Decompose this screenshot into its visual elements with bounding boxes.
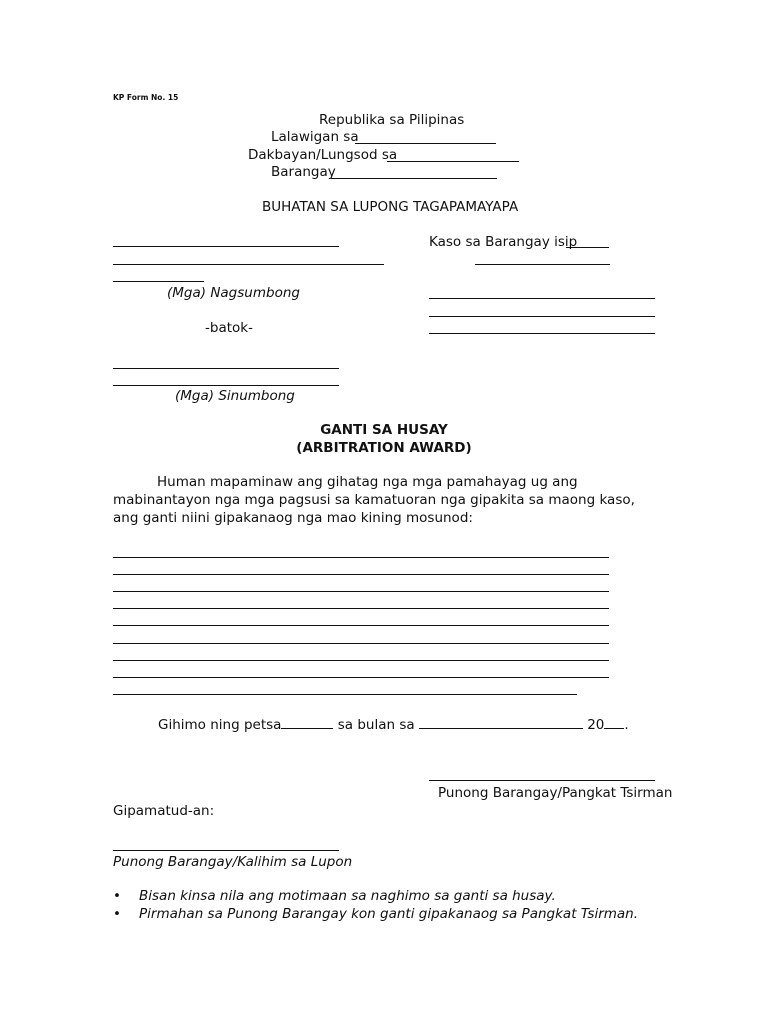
province-label: Lalawigan sa: [271, 129, 359, 145]
complainant-line-1[interactable]: [113, 246, 339, 247]
award-line-6[interactable]: [113, 643, 609, 644]
case-no-field[interactable]: [566, 247, 609, 248]
award-line-8[interactable]: [113, 677, 609, 678]
award-line-2[interactable]: [113, 574, 609, 575]
note-item-2: • Pirmahan sa Punong Barangay kon ganti gipakanaog sa Pangkat Tsirman.: [113, 906, 639, 922]
respondent-line-1[interactable]: [113, 368, 339, 369]
award-line-3[interactable]: [113, 591, 609, 592]
complainant-line-3[interactable]: [113, 281, 204, 282]
bullet-icon: •: [113, 888, 121, 904]
case-no-label: Kaso sa Barangay isip: [429, 234, 578, 250]
case-subject-line-2[interactable]: [429, 316, 655, 317]
province-field[interactable]: [355, 143, 496, 144]
chairman-label: Punong Barangay/Pangkat Tsirman: [438, 785, 673, 801]
award-line-7[interactable]: [113, 660, 609, 661]
award-line-5[interactable]: [113, 625, 609, 626]
city-label: Dakbayan/Lungsod sa: [248, 147, 398, 163]
year-field[interactable]: [604, 716, 624, 729]
secretary-label: Punong Barangay/Kalihim sa Lupon: [113, 854, 353, 870]
complainant-line-2[interactable]: [113, 264, 384, 265]
complainants-label: (Mga) Nagsumbong: [167, 285, 300, 301]
award-subtitle: (ARBITRATION AWARD): [296, 440, 472, 456]
year-prefix: 20: [587, 717, 605, 733]
award-line-9[interactable]: [113, 694, 577, 695]
month-field[interactable]: [419, 716, 583, 729]
attested-label: Gipamatud-an:: [113, 803, 215, 819]
case-subject-line-3[interactable]: [429, 333, 655, 334]
made-on-label: Gihimo ning petsa: [158, 717, 282, 733]
case-subject-line-1[interactable]: [429, 298, 655, 299]
form-number: KP Form No. 15: [113, 93, 179, 102]
city-field[interactable]: [387, 161, 519, 162]
bullet-icon: •: [113, 906, 121, 922]
barangay-label: Barangay: [271, 164, 336, 180]
award-line-1[interactable]: [113, 557, 609, 558]
award-title: GANTI SA HUSAY: [320, 422, 448, 438]
versus-label: -batok-: [205, 320, 253, 336]
award-line-4[interactable]: [113, 608, 609, 609]
body-paragraph: [113, 473, 658, 527]
secretary-signature-line[interactable]: [113, 850, 339, 851]
note-item-1: • Bisan kinsa nila ang motimaan sa naghimo sa ganti sa husay.: [113, 888, 556, 904]
body-text: Human mapaminaw ang gihatag nga mga pamahayag ug ang mabinantayon nga mga pagsusi sa kamatuoran nga gipakita sa maong kaso, ang ganti niini gipakanaog nga mao kining mosunod:: [113, 474, 635, 526]
chairman-signature-line[interactable]: [429, 780, 655, 781]
respondent-line-2[interactable]: [113, 385, 339, 386]
date-end: .: [624, 717, 629, 733]
date-line: [158, 716, 629, 733]
month-label: sa bulan sa: [337, 717, 415, 733]
barangay-field[interactable]: [331, 178, 497, 179]
respondents-label: (Mga) Sinumbong: [175, 388, 295, 404]
case-no-field-2[interactable]: [475, 264, 610, 265]
republic-label: Republika sa Pilipinas: [319, 112, 465, 128]
day-field[interactable]: [281, 716, 333, 729]
office-title: BUHATAN SA LUPONG TAGAPAMAYAPA: [262, 199, 519, 215]
